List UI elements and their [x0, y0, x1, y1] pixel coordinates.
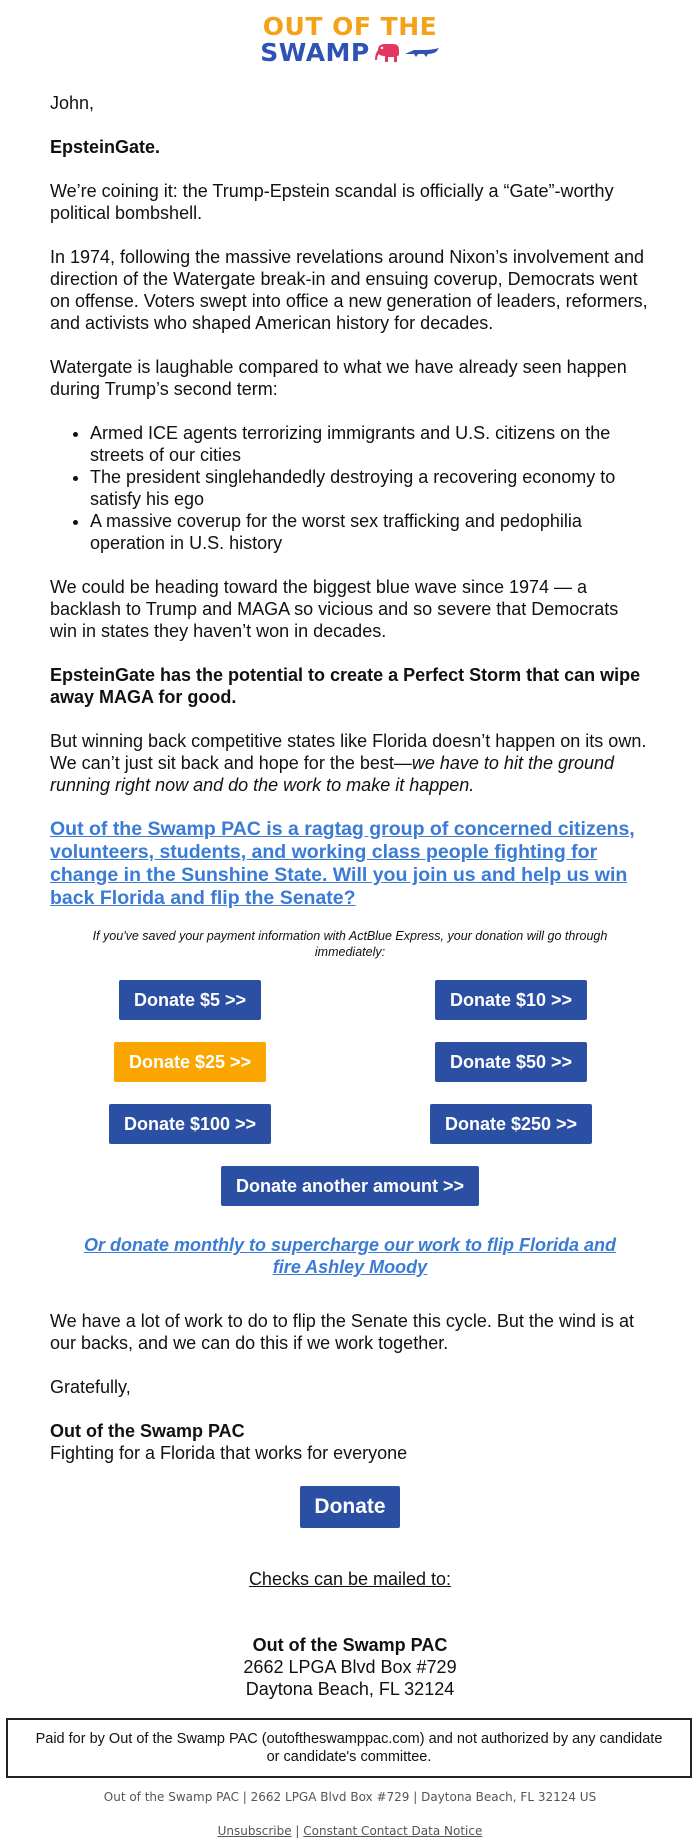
footer-links [0, 1824, 700, 1838]
donate-other-amount-button[interactable]: Donate another amount >> [221, 1166, 479, 1206]
closing-paragraph: We have a lot of work to do to flip the Senate this cycle. But the wind is at our backs, and we can do this if we work together. [50, 1311, 634, 1353]
sign-off: Gratefully, [50, 1377, 131, 1397]
signature-tagline: Fighting for a Florida that works for everyone [50, 1443, 408, 1463]
donate-row-2 [50, 1042, 650, 1104]
checks-label-row [50, 1568, 650, 1590]
paragraph-2: In 1974, following the massive revelations around Nixon’s involvement and direction of the Watergate break-in and ensuing coverup, Democrats went on offense. Voters swept into office a new generation of leaders, reformers, and activists who shaped American history for decades. [50, 247, 648, 333]
cta-link[interactable]: Out of the Swamp PAC is a ragtag group of concerned citizens, volunteers, students, and working class people fighting for change in the Sunshine State. Will you join us and help us win back Florida and flip the Senate? [50, 818, 635, 909]
donate-250-button[interactable]: Donate $250 >> [430, 1104, 592, 1144]
alligator-icon [404, 45, 440, 61]
donate-monthly-link[interactable]: Or donate monthly to supercharge our work to flip Florida and fire Ashley Moody [83, 1235, 617, 1277]
donate-50-button[interactable]: Donate $50 >> [435, 1042, 587, 1082]
logo [0, 14, 700, 66]
paragraph-6 [50, 730, 650, 796]
data-notice-link[interactable]: Constant Contact Data Notice [303, 1824, 483, 1838]
paragraph-5-bold: EpsteinGate has the potential to create a Perfect Storm that can wipe away MAGA for good. [50, 665, 641, 707]
donate-single-wrapper [50, 1486, 650, 1528]
paragraph-6-italic: we have to hit the ground running right now and do the work to make it happen. [50, 753, 615, 795]
donate-100-button[interactable]: Donate $100 >> [109, 1104, 271, 1144]
list-item: • The president singlehandedly destroying a recovering economy to satisfy his ego [90, 466, 650, 510]
actblue-note: If you've saved your payment information with ActBlue Express, your donation will go through immediately: [92, 929, 608, 959]
donate-5-button[interactable]: Donate $5 >> [119, 980, 261, 1020]
donate-button[interactable]: Donate [300, 1486, 399, 1528]
signature-org: Out of the Swamp PAC [50, 1421, 245, 1441]
paragraph-4: We could be heading toward the biggest blue wave since 1974 — a backlash to Trump and MAGA so vicious and so severe that Democrats win in states they haven’t won in decades. [50, 577, 619, 641]
donate-10-button[interactable]: Donate $10 >> [435, 980, 587, 1020]
donate-25-button[interactable]: Donate $25 >> [114, 1042, 266, 1082]
salutation: John, [50, 93, 95, 113]
paragraph-3: Watergate is laughable compared to what we have already seen happen during Trump’s second term: [50, 357, 627, 399]
headline: EpsteinGate. [50, 137, 161, 157]
mailing-street: 2662 LPGA Blvd Box #729 [243, 1657, 457, 1677]
footer-address: Out of the Swamp PAC | 2662 LPGA Blvd Box #729 | Daytona Beach, FL 32124 US [103, 1790, 597, 1804]
paragraph-6-text: But winning back competitive states like Florida doesn’t happen on its own. We can’t just sit back and hope for the best— [50, 731, 647, 773]
footer-separator: | [295, 1824, 300, 1838]
mailing-city: Daytona Beach, FL 32124 [245, 1679, 455, 1699]
logo-text-top: OUT OF THE [262, 12, 438, 41]
donate-row-1 [50, 980, 650, 1042]
logo-line-bottom [260, 40, 440, 66]
paid-for-disclaimer: Paid for by Out of the Swamp PAC (outoftheswamppac.com) and not authorized by any candidate or candidate's committee. [6, 1718, 692, 1778]
paragraph-1: We’re coining it: the Trump-Epstein scandal is officially a “Gate”-worthy political bombshell. [50, 181, 614, 223]
logo-text-bottom: SWAMP [260, 38, 370, 67]
bullet-list [50, 422, 650, 554]
mailing-org: Out of the Swamp PAC [252, 1635, 448, 1655]
donate-row-3 [50, 1104, 650, 1166]
unsubscribe-link[interactable]: Unsubscribe [217, 1824, 292, 1838]
donate-row-4 [50, 1166, 650, 1228]
list-item: • Armed ICE agents terrorizing immigrants and U.S. citizens on the streets of our cities [90, 422, 650, 466]
mailing-address [50, 1634, 650, 1700]
email-body [50, 92, 650, 1700]
checks-label: Checks can be mailed to: [248, 1569, 452, 1589]
list-item: • A massive coverup for the worst sex trafficking and pedophilia operation in U.S. history [90, 510, 650, 554]
elephant-icon [374, 42, 400, 64]
